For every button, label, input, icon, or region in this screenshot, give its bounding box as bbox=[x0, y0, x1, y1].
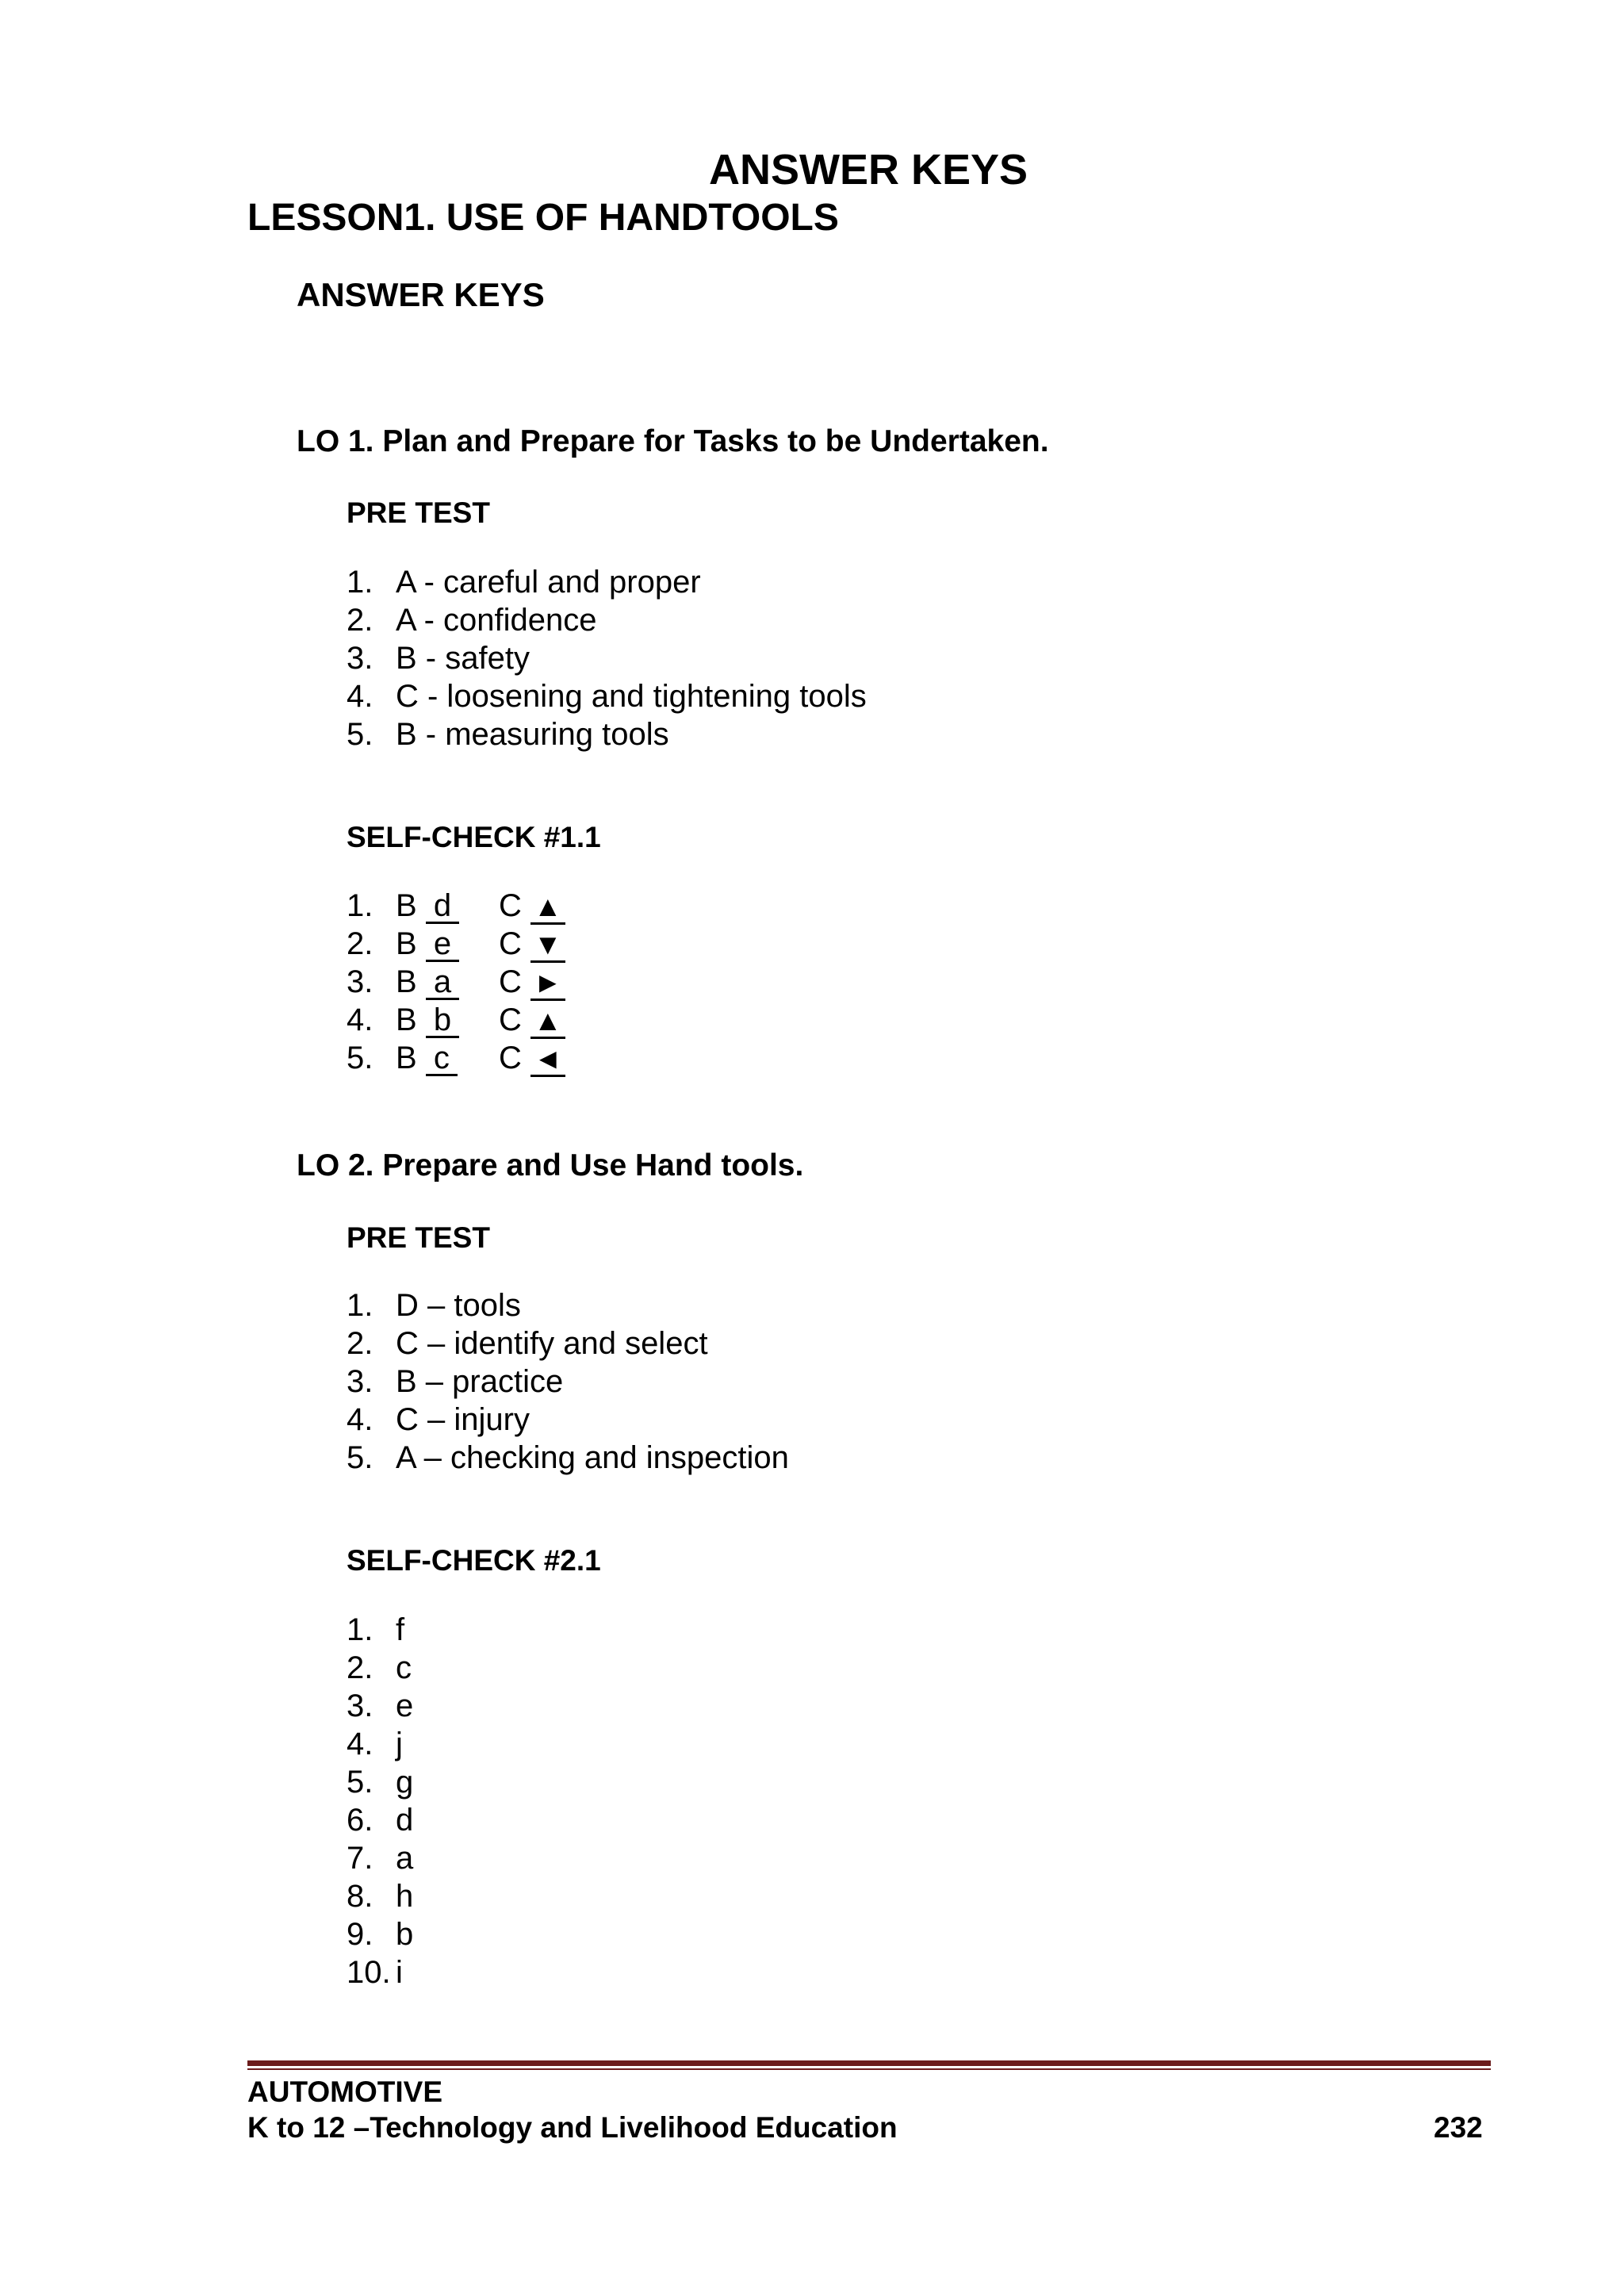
column-b-answer bbox=[396, 963, 499, 1001]
lo1-heading: LO 1. Plan and Prepare for Tasks to be Undertaken. bbox=[297, 424, 1049, 458]
item-number: 2. bbox=[347, 926, 373, 961]
item-number: 6. bbox=[347, 1803, 373, 1838]
list-item bbox=[347, 563, 867, 601]
item-text: b bbox=[396, 1917, 414, 1952]
footer-program: K to 12 –Technology and Livelihood Education bbox=[247, 2111, 898, 2144]
list-item bbox=[347, 639, 867, 677]
list-item bbox=[347, 1039, 565, 1077]
item-number: 3. bbox=[347, 1688, 373, 1723]
item-number: 5. bbox=[347, 1041, 373, 1075]
list-item bbox=[347, 1801, 413, 1839]
lo2-pretest-heading: PRE TEST bbox=[347, 1221, 490, 1254]
column-c-answer bbox=[499, 1001, 565, 1039]
list-item bbox=[347, 887, 565, 925]
list-item bbox=[347, 1687, 413, 1725]
item-number: 2. bbox=[347, 1650, 373, 1685]
item-text: A – checking and inspection bbox=[396, 1440, 789, 1475]
item-number: 1. bbox=[347, 1612, 373, 1647]
lo1-selfcheck-heading: SELF-CHECK #1.1 bbox=[347, 821, 601, 853]
column-b-label: B bbox=[396, 926, 417, 961]
item-number: 2. bbox=[347, 603, 373, 638]
arrow-symbol-icon: ▼ bbox=[530, 929, 565, 963]
lo2-pretest-list bbox=[347, 1286, 789, 1477]
lo1-selfcheck-list bbox=[347, 887, 565, 1077]
item-number: 1. bbox=[347, 888, 373, 923]
lo2-heading: LO 2. Prepare and Use Hand tools. bbox=[297, 1148, 804, 1182]
item-text: h bbox=[396, 1879, 414, 1914]
list-item bbox=[347, 1953, 413, 1991]
item-text: C - loosening and tightening tools bbox=[396, 679, 867, 714]
column-b-label: B bbox=[396, 964, 417, 999]
item-text: A - careful and proper bbox=[396, 565, 701, 600]
item-number: 1. bbox=[347, 565, 373, 600]
list-item bbox=[347, 1839, 413, 1877]
item-text: c bbox=[396, 1650, 412, 1685]
list-item bbox=[347, 1915, 413, 1953]
arrow-symbol-icon: ◄ bbox=[530, 1043, 565, 1077]
footer-subject: AUTOMOTIVE bbox=[247, 2076, 442, 2108]
lo2-selfcheck-heading: SELF-CHECK #2.1 bbox=[347, 1544, 601, 1577]
item-text: B - safety bbox=[396, 641, 530, 676]
column-c-label: C bbox=[499, 926, 522, 961]
column-b-value: d bbox=[426, 890, 459, 924]
item-number: 3. bbox=[347, 964, 373, 999]
column-b-value: a bbox=[426, 966, 459, 1000]
item-text: j bbox=[396, 1727, 403, 1761]
list-item bbox=[347, 1763, 413, 1801]
list-item bbox=[347, 677, 867, 715]
item-number: 9. bbox=[347, 1917, 373, 1952]
item-text: A - confidence bbox=[396, 603, 597, 638]
column-b-value: b bbox=[426, 1004, 459, 1038]
item-number: 7. bbox=[347, 1841, 373, 1876]
column-c-label: C bbox=[499, 1002, 522, 1037]
column-b-label: B bbox=[396, 1041, 417, 1075]
list-item bbox=[347, 1439, 789, 1477]
item-number: 2. bbox=[347, 1326, 373, 1361]
column-c-label: C bbox=[499, 888, 522, 923]
list-item bbox=[347, 1001, 565, 1039]
arrow-symbol-icon: ► bbox=[530, 967, 565, 1001]
arrow-symbol-icon: ▲ bbox=[530, 1005, 565, 1039]
lo1-pretest-heading: PRE TEST bbox=[347, 496, 490, 529]
item-number: 3. bbox=[347, 641, 373, 676]
item-number: 5. bbox=[347, 1440, 373, 1475]
column-b-label: B bbox=[396, 888, 417, 923]
item-text: a bbox=[396, 1841, 414, 1876]
list-item bbox=[347, 715, 867, 753]
list-item bbox=[347, 1401, 789, 1439]
list-item bbox=[347, 1725, 413, 1763]
item-text: i bbox=[396, 1955, 403, 1990]
page-number: 232 bbox=[1434, 2111, 1483, 2144]
list-item bbox=[347, 1324, 789, 1363]
column-b-answer bbox=[396, 887, 499, 925]
item-text: e bbox=[396, 1688, 414, 1723]
column-b-answer bbox=[396, 1039, 499, 1077]
item-text: D – tools bbox=[396, 1288, 521, 1323]
item-text: C – injury bbox=[396, 1402, 530, 1437]
column-b-label: B bbox=[396, 1002, 417, 1037]
item-text: B - measuring tools bbox=[396, 717, 669, 752]
list-item bbox=[347, 1649, 413, 1687]
list-item bbox=[347, 963, 565, 1001]
list-item bbox=[347, 1286, 789, 1324]
column-b-answer bbox=[396, 925, 499, 963]
arrow-symbol-icon: ▲ bbox=[530, 891, 565, 925]
column-b-value: e bbox=[426, 928, 459, 962]
item-text: B – practice bbox=[396, 1364, 564, 1399]
lo1-pretest-list bbox=[347, 563, 867, 753]
item-number: 5. bbox=[347, 717, 373, 752]
list-item bbox=[347, 1363, 789, 1401]
list-item bbox=[347, 1877, 413, 1915]
item-text: f bbox=[396, 1612, 405, 1647]
column-c-label: C bbox=[499, 964, 522, 999]
column-b-value: c bbox=[426, 1042, 458, 1076]
list-item bbox=[347, 1611, 413, 1649]
item-number: 1. bbox=[347, 1288, 373, 1323]
item-number: 4. bbox=[347, 1727, 373, 1761]
item-text: d bbox=[396, 1803, 414, 1838]
item-number: 4. bbox=[347, 679, 373, 714]
footer-rule-thin bbox=[247, 2068, 1491, 2070]
column-b-answer bbox=[396, 1001, 499, 1039]
column-c-answer bbox=[499, 925, 565, 963]
lesson-title: LESSON1. USE OF HANDTOOLS bbox=[247, 197, 839, 239]
lo2-selfcheck-list bbox=[347, 1611, 413, 1991]
item-number: 5. bbox=[347, 1765, 373, 1800]
list-item bbox=[347, 601, 867, 639]
page-title: ANSWER KEYS bbox=[708, 146, 1028, 194]
answer-keys-subtitle: ANSWER KEYS bbox=[297, 276, 545, 313]
column-c-answer bbox=[499, 887, 565, 925]
item-number: 3. bbox=[347, 1364, 373, 1399]
footer-rule bbox=[247, 2060, 1491, 2066]
column-c-answer bbox=[499, 963, 565, 1001]
item-number: 4. bbox=[347, 1002, 373, 1037]
item-text: C – identify and select bbox=[396, 1326, 708, 1361]
list-item bbox=[347, 925, 565, 963]
item-number: 10. bbox=[347, 1955, 391, 1990]
item-text: g bbox=[396, 1765, 414, 1800]
column-c-label: C bbox=[499, 1041, 522, 1075]
item-number: 8. bbox=[347, 1879, 373, 1914]
column-c-answer bbox=[499, 1039, 565, 1077]
item-number: 4. bbox=[347, 1402, 373, 1437]
